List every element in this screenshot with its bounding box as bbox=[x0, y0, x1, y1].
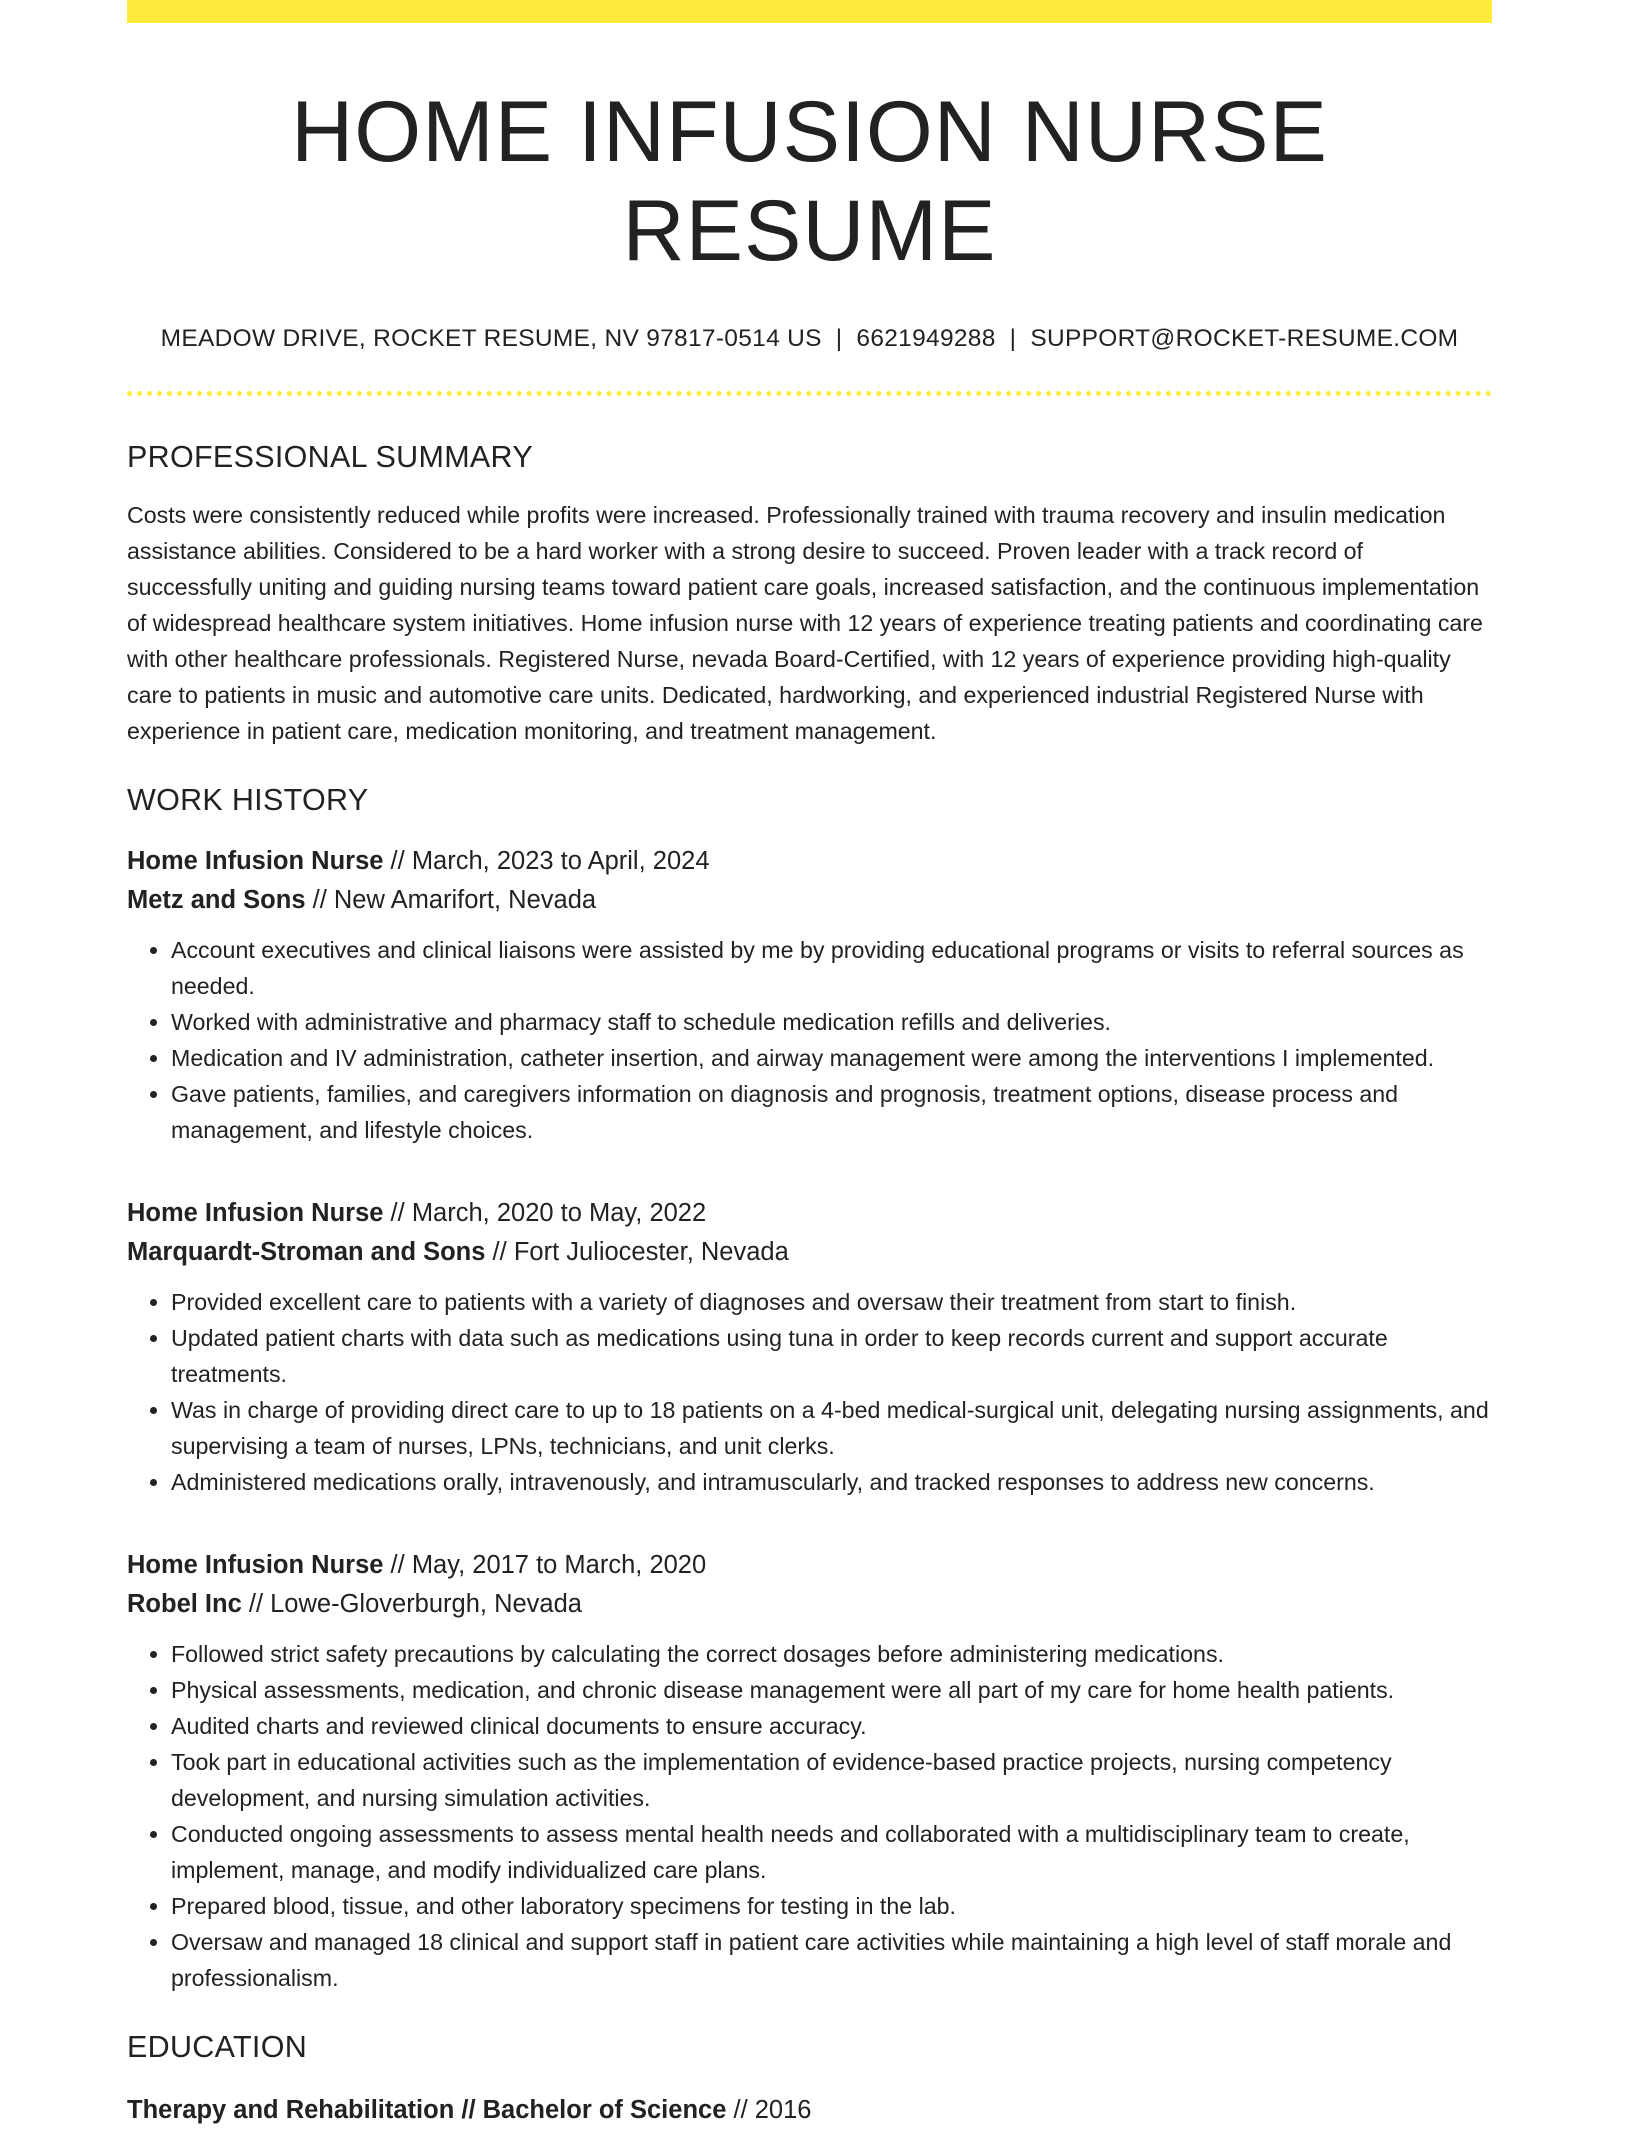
job-bullet: • Updated patient charts with data such as medications using tuna in order to keep records current and support accurate treatments. bbox=[171, 1320, 1492, 1392]
job-bullet: • Prepared blood, tissue, and other laboratory specimens for testing in the lab. bbox=[171, 1888, 1492, 1924]
job-entry bbox=[127, 842, 1492, 1148]
summary-heading: PROFESSIONAL SUMMARY bbox=[127, 439, 533, 474]
education-entry bbox=[127, 2091, 1492, 2130]
job-entry bbox=[127, 1194, 1492, 1500]
job-title: Home Infusion Nurse bbox=[127, 846, 384, 875]
job-separator: // bbox=[390, 1550, 405, 1579]
job-bullet: • Took part in educational activities such as the implementation of evidence-based practice projects, nursing competency development, and nursing simulation activities. bbox=[171, 1744, 1492, 1816]
job-bullet: • Physical assessments, medication, and chronic disease management were all part of my care for home health patients. bbox=[171, 1672, 1492, 1708]
job-company: Robel Inc bbox=[127, 1589, 242, 1618]
job-bullet: • Audited charts and reviewed clinical documents to ensure accuracy. bbox=[171, 1708, 1492, 1744]
job-company-line bbox=[127, 881, 1492, 920]
job-title: Home Infusion Nurse bbox=[127, 1198, 384, 1227]
job-dates: May, 2017 to March, 2020 bbox=[411, 1550, 707, 1579]
job-entry bbox=[127, 1546, 1492, 1996]
job-title-line bbox=[127, 1194, 1492, 1233]
contact-address: MEADOW DRIVE, ROCKET RESUME, NV 97817-0514 US bbox=[160, 324, 822, 352]
job-separator: // bbox=[390, 1198, 405, 1227]
job-bullet: • Followed strict safety precautions by calculating the correct dosages before administering medications. bbox=[171, 1636, 1492, 1672]
job-location: Fort Juliocester, Nevada bbox=[513, 1237, 789, 1266]
job-location: Lowe-Gloverburgh, Nevada bbox=[270, 1589, 582, 1618]
job-company: Metz and Sons bbox=[127, 885, 306, 914]
education-separator: // bbox=[733, 2095, 748, 2124]
job-bullet-list bbox=[127, 1284, 1492, 1500]
job-title: Home Infusion Nurse bbox=[127, 1550, 384, 1579]
contact-separator: | bbox=[1009, 324, 1017, 352]
resume-page bbox=[127, 0, 1492, 2130]
job-separator: // bbox=[390, 846, 405, 875]
job-bullet: • Gave patients, families, and caregivers information on diagnosis and prognosis, treatment options, disease process and management, and lifestyle choices. bbox=[171, 1076, 1492, 1148]
work-history-list bbox=[127, 842, 1492, 1996]
contact-separator: | bbox=[835, 324, 843, 352]
resume-title: HOME INFUSION NURSE RESUME bbox=[291, 84, 1328, 279]
job-bullet: • Medication and IV administration, catheter insertion, and airway management were among the interventions I implemented. bbox=[171, 1040, 1492, 1076]
job-bullet: • Worked with administrative and pharmacy staff to schedule medication refills and deliveries. bbox=[171, 1004, 1492, 1040]
job-title-line bbox=[127, 1546, 1492, 1585]
job-dates: March, 2023 to April, 2024 bbox=[411, 846, 710, 875]
contact-email[interactable]: SUPPORT@ROCKET-RESUME.COM bbox=[1030, 324, 1459, 352]
job-title-line bbox=[127, 842, 1492, 881]
job-separator: // bbox=[492, 1237, 507, 1266]
job-bullet: • Account executives and clinical liaisons were assisted by me by providing educational programs or visits to referral sources as needed. bbox=[171, 932, 1492, 1004]
job-bullet: • Was in charge of providing direct care to up to 18 patients on a 4-bed medical-surgical unit, delegating nursing assignments, and supervising a team of nurses, LPNs, technicians, and unit clerks. bbox=[171, 1392, 1492, 1464]
dotted-divider bbox=[127, 391, 1492, 396]
contact-line bbox=[127, 325, 1492, 353]
job-bullet-list bbox=[127, 1636, 1492, 1996]
accent-top-bar bbox=[127, 0, 1492, 23]
education-year: 2016 bbox=[754, 2095, 812, 2124]
education-degree: Therapy and Rehabilitation // Bachelor of Science bbox=[127, 2095, 727, 2124]
job-bullet: • Oversaw and managed 18 clinical and support staff in patient care activities while maintaining a high level of staff morale and professionalism. bbox=[171, 1924, 1492, 1996]
job-bullet: • Conducted ongoing assessments to assess mental health needs and collaborated with a multidisciplinary team to create, implement, manage, and modify individualized care plans. bbox=[171, 1816, 1492, 1888]
summary-text: Costs were consistently reduced while profits were increased. Professionally trained with trauma recovery and insulin medication assistance abilities. Considered to be a hard worker with a strong desire to succeed. Proven leader with a track record of successfully uniting and guiding nursing teams toward patient care goals, increased satisfaction, and the continuous implementation of widespread healthcare system initiatives. Home infusion nurse with 12 years of experience treating patients and coordinating care with other healthcare professionals. Registered Nurse, nevada Board-Certified, with 12 years of experience providing high-quality care to patients in music and automotive care units. Dedicated, hardworking, and experienced industrial Registered Nurse with experience in patient care, medication monitoring, and treatment management. bbox=[127, 501, 1483, 744]
contact-phone: 6621949288 bbox=[856, 324, 996, 352]
job-company-line bbox=[127, 1233, 1492, 1272]
job-bullet: • Provided excellent care to patients with a variety of diagnoses and oversaw their treatment from start to finish. bbox=[171, 1284, 1492, 1320]
job-company-line bbox=[127, 1585, 1492, 1624]
work-history-heading: WORK HISTORY bbox=[127, 782, 369, 817]
job-location: New Amarifort, Nevada bbox=[333, 885, 597, 914]
job-bullet: • Administered medications orally, intravenously, and intramuscularly, and tracked responses to address new concerns. bbox=[171, 1464, 1492, 1500]
job-company: Marquardt-Stroman and Sons bbox=[127, 1237, 486, 1266]
job-bullet-list bbox=[127, 932, 1492, 1148]
job-separator: // bbox=[248, 1589, 264, 1618]
job-dates: March, 2020 to May, 2022 bbox=[411, 1198, 707, 1227]
education-heading: EDUCATION bbox=[127, 2029, 308, 2064]
job-separator: // bbox=[312, 885, 327, 914]
